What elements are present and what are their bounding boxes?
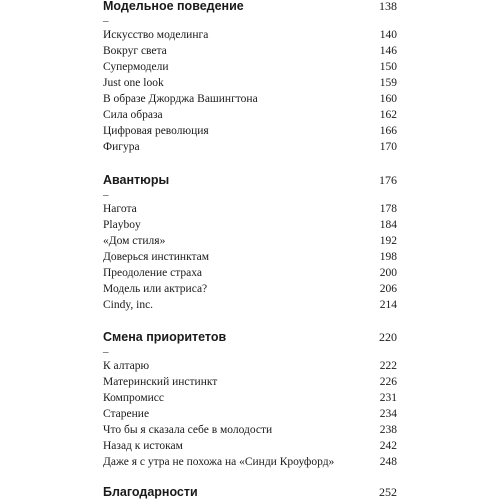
entry-title: В образе Джорджа Вашингтона [103,93,258,105]
toc-section [103,171,397,313]
entry-title: Даже я с утра не похожа на «Синди Кроуфорд» [103,456,335,468]
entry-title: Just one look [103,77,164,89]
section-heading-row[interactable] [103,328,397,346]
dash-marker: – [103,15,109,27]
entry-title: Цифровая революция [103,125,209,137]
toc-entry[interactable] [103,107,397,123]
entry-page-number: 159 [379,77,397,89]
toc-entry[interactable] [103,27,397,43]
entry-page-number: 234 [379,408,397,420]
section-separator [103,189,397,201]
toc-entry[interactable] [103,91,397,107]
entry-title: Искусство моделинга [103,29,209,41]
section-heading-row[interactable] [103,483,397,501]
toc-entry[interactable] [103,43,397,59]
section-separator [103,346,397,358]
section-heading-row[interactable] [103,171,397,189]
toc-entry[interactable] [103,201,397,217]
entry-title: Старение [103,408,150,420]
toc-entry[interactable] [103,297,397,313]
section-separator [103,15,397,27]
entry-title: «Дом стиля» [103,235,166,247]
entry-title: Вокруг света [103,45,167,57]
entry-page-number: 222 [379,360,397,372]
section-title: Благодарности [103,485,198,499]
entry-title: Назад к истокам [103,440,183,452]
toc-entry[interactable] [103,281,397,297]
toc-entry[interactable] [103,139,397,155]
toc-entry[interactable] [103,265,397,281]
entry-page-number: 206 [379,283,397,295]
toc-entry[interactable] [103,123,397,139]
entry-page-number: 150 [379,61,397,73]
entry-page-number: 198 [379,251,397,263]
toc-entry[interactable] [103,75,397,91]
entry-title: Нагота [103,203,137,215]
entry-page-number: 178 [379,203,397,215]
section-page-number: 252 [379,485,397,499]
entry-title: Материнский инстинкт [103,376,218,388]
entry-title: Модель или актриса? [103,283,208,295]
dash-marker: – [103,189,109,201]
entry-title: Фигура [103,141,140,153]
entry-page-number: 184 [379,219,397,231]
entry-page-number: 160 [379,93,397,105]
entry-page-number: 192 [379,235,397,247]
entry-page-number: 200 [379,267,397,279]
entry-title: Доверься инстинктам [103,251,210,263]
toc-entry[interactable] [103,233,397,249]
toc-entry[interactable] [103,217,397,233]
entry-title: Playboy [103,219,141,231]
entry-title: Преодоление страха [103,267,202,279]
toc-section [103,483,397,501]
entry-page-number: 162 [379,109,397,121]
entry-page-number: 238 [379,424,397,436]
entry-page-number: 242 [379,440,397,452]
section-page-number: 138 [379,0,397,13]
toc-section [103,0,397,155]
section-title: Авантюры [103,173,170,187]
entry-title: К алтарю [103,360,150,372]
section-title: Модельное поведение [103,0,244,13]
toc-entry[interactable] [103,249,397,265]
toc-section [103,328,397,470]
entry-title: Что бы я сказала себе в молодости [103,424,273,436]
entry-page-number: 226 [379,376,397,388]
section-heading-row[interactable] [103,0,397,15]
section-page-number: 220 [379,330,397,344]
toc-entry[interactable] [103,454,397,470]
entry-page-number: 146 [379,45,397,57]
toc-entry[interactable] [103,390,397,406]
section-title: Смена приоритетов [103,330,227,344]
toc-entry[interactable] [103,358,397,374]
toc-entry[interactable] [103,374,397,390]
entry-page-number: 140 [379,29,397,41]
entry-page-number: 231 [379,392,397,404]
entry-title: Компромисс [103,392,164,404]
entry-page-number: 248 [379,456,397,468]
entry-page-number: 214 [379,299,397,311]
entry-title: Сила образа [103,109,163,121]
toc-entry[interactable] [103,438,397,454]
entry-title: Супермодели [103,61,169,73]
toc-entry[interactable] [103,422,397,438]
toc-entry[interactable] [103,59,397,75]
section-page-number: 176 [379,173,397,187]
toc-entry[interactable] [103,406,397,422]
entry-page-number: 166 [379,125,397,137]
entry-page-number: 170 [379,141,397,153]
dash-marker: – [103,346,109,358]
entry-title: Cindy, inc. [103,299,154,311]
